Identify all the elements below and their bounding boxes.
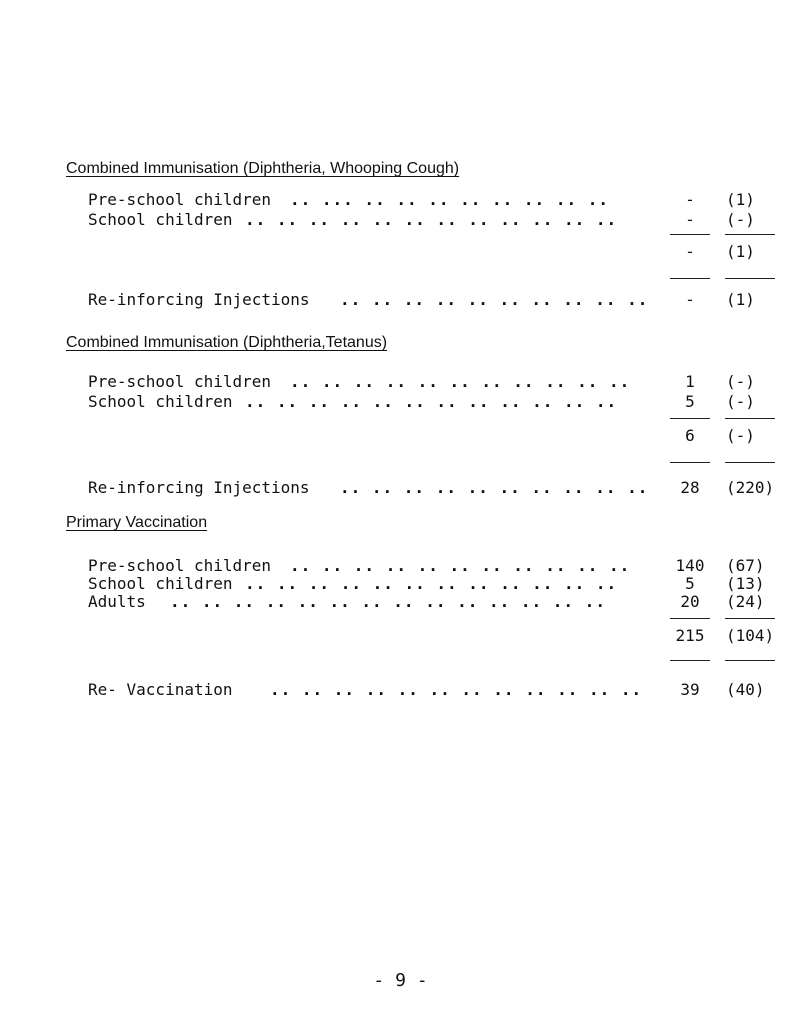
previous-year-value: (-): [726, 392, 755, 411]
total-previous: (1): [726, 242, 755, 261]
count-value: -: [685, 290, 695, 309]
previous-year-value: (24): [726, 592, 765, 611]
total-rule: [725, 278, 775, 279]
count-value: 5: [685, 392, 695, 411]
total-count: -: [685, 242, 695, 261]
table-row: [0, 190, 801, 210]
subtotal-rule: [725, 618, 775, 619]
count-value: 140: [675, 556, 705, 575]
subtotal-rule: [670, 618, 710, 619]
total-previous: (-): [726, 426, 755, 445]
total-rule: [725, 462, 775, 463]
count-value: 5: [685, 574, 695, 593]
leader-dots: .. .. .. .. .. .. .. .. .. .. .. .. .. ..: [170, 592, 606, 611]
row-label: Re-inforcing Injections: [88, 290, 310, 309]
subtotal-rule: [670, 418, 710, 419]
previous-year-value: (1): [726, 190, 755, 209]
subtotal-rule: [670, 234, 710, 235]
total-count: 215: [675, 626, 705, 645]
total-rule: [670, 278, 710, 279]
table-row: [0, 574, 801, 594]
total-row: [0, 626, 801, 646]
leader-dots: .. .. .. .. .. .. .. .. .. .. .. ..: [245, 574, 618, 593]
page-number: - 9 -: [373, 970, 428, 991]
count-value: 1: [685, 372, 695, 391]
section-heading: Primary Vaccination: [66, 514, 208, 531]
subtotal-rule: [725, 418, 775, 419]
total-row: [0, 242, 801, 262]
previous-year-value: (13): [726, 574, 765, 593]
leader-dots: .. .. .. .. .. .. .. .. .. .. .. ..: [270, 680, 643, 699]
row-label: School children: [88, 574, 233, 593]
table-row: [0, 556, 801, 576]
leader-dots: .. .. .. .. .. .. .. .. .. .. .. ..: [245, 392, 618, 411]
row-label: School children: [88, 210, 233, 229]
previous-year-value: (67): [726, 556, 765, 575]
table-row: [0, 372, 801, 392]
total-previous: (104): [726, 626, 775, 645]
total-rule: [670, 462, 710, 463]
total-row: [0, 426, 801, 446]
row-label: Re- Vaccination: [88, 680, 233, 699]
count-value: 20: [680, 592, 700, 611]
leader-dots: .. .. .. .. .. .. .. .. .. .. .. ..: [245, 210, 618, 229]
count-value: 28: [680, 478, 700, 497]
previous-year-value: (220): [726, 478, 775, 497]
leader-dots: .. .. .. .. .. .. .. .. .. .. ..: [290, 372, 631, 391]
previous-year-value: (1): [726, 290, 755, 309]
count-value: -: [685, 190, 695, 209]
count-value: -: [685, 210, 695, 229]
total-count: 6: [685, 426, 695, 445]
total-rule: [670, 660, 710, 661]
reinforcing-row: [0, 290, 801, 310]
leader-dots: .. .. .. .. .. .. .. .. .. .. ..: [290, 556, 631, 575]
previous-year-value: (40): [726, 680, 765, 699]
previous-year-value: (-): [726, 210, 755, 229]
row-label: School children: [88, 392, 233, 411]
row-label: Pre-school children: [88, 190, 272, 209]
total-rule: [725, 660, 775, 661]
section-heading: Combined Immunisation (Diphtheria,Tetanus): [66, 334, 388, 351]
section-heading: Combined Immunisation (Diphtheria, Whooping Cough): [66, 160, 460, 177]
reinforcing-row: [0, 680, 801, 700]
leader-dots: .. .. .. .. .. .. .. .. .. ..: [340, 478, 649, 497]
row-label: Pre-school children: [88, 372, 272, 391]
table-row: [0, 392, 801, 412]
table-row: [0, 210, 801, 230]
leader-dots: .. .. .. .. .. .. .. .. .. ..: [340, 290, 649, 309]
table-row: [0, 592, 801, 612]
count-value: 39: [680, 680, 700, 699]
leader-dots: .. ... .. .. .. .. .. .. .. ..: [290, 190, 609, 209]
row-label: Re-inforcing Injections: [88, 478, 310, 497]
reinforcing-row: [0, 478, 801, 498]
previous-year-value: (-): [726, 372, 755, 391]
row-label: Adults: [88, 592, 146, 611]
row-label: Pre-school children: [88, 556, 272, 575]
subtotal-rule: [725, 234, 775, 235]
